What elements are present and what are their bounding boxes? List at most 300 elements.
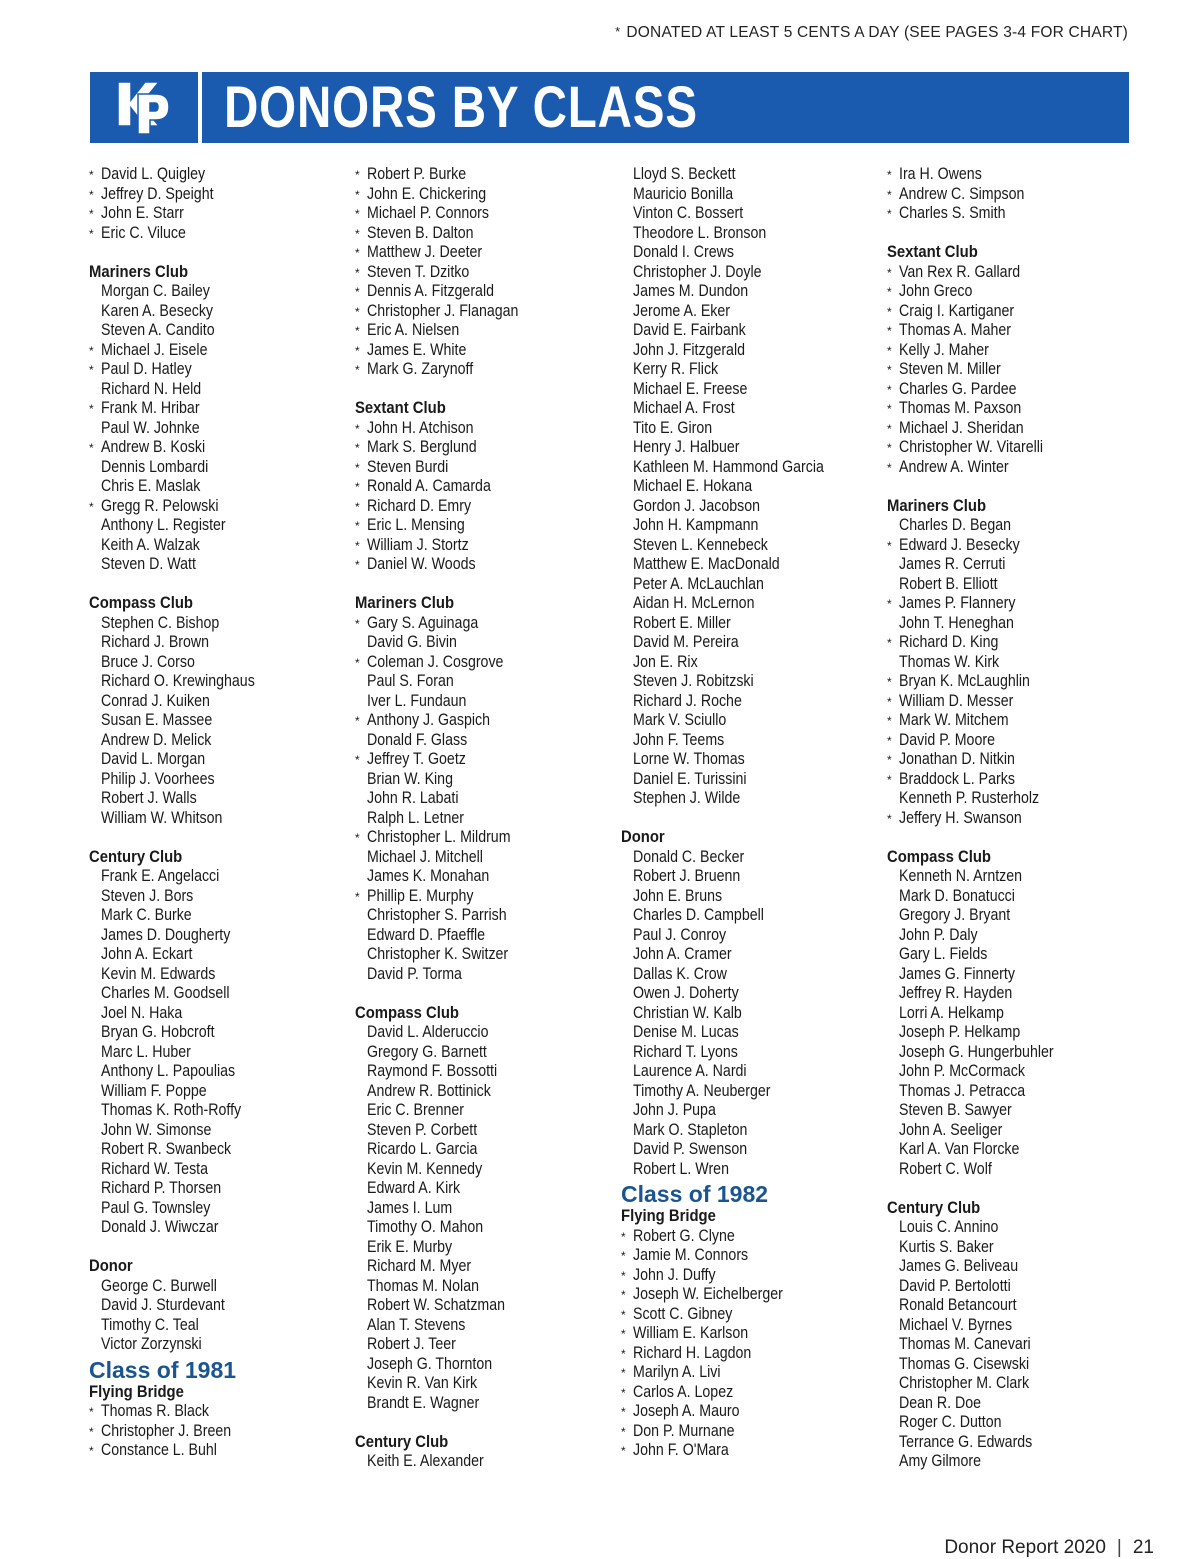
asterisk-icon: *: [887, 772, 892, 787]
club-heading: [621, 1207, 883, 1227]
donor-name: Steven T. Dzitko: [367, 262, 470, 281]
donor-entry: [89, 360, 351, 380]
donor-name: James K. Monahan: [367, 867, 490, 885]
donor-entry: [355, 1452, 617, 1472]
donor-name: Eric C. Viluce: [101, 223, 186, 242]
spacer: [355, 380, 617, 400]
club-heading: [355, 594, 617, 614]
donor-name: Peter A. McLauchlan: [633, 574, 764, 593]
donor-name: Carlos A. Lopez: [633, 1382, 734, 1401]
donor-name: Kurtis S. Baker: [899, 1237, 994, 1256]
donor-name: Christopher W. Vitarelli: [899, 438, 1044, 456]
donor-name: Gregory G. Barnett: [367, 1042, 487, 1061]
club-heading-label: Flying Bridge: [621, 1207, 716, 1225]
donor-entry: [89, 1296, 351, 1316]
donor-entry: [355, 750, 617, 770]
donor-entry: [887, 1316, 1149, 1336]
donor-entry: [89, 1121, 351, 1141]
donor-entry: [89, 750, 351, 770]
donor-entry: [89, 1023, 351, 1043]
club-heading-label: Sextant Club: [355, 399, 446, 417]
donor-entry: [621, 1285, 883, 1305]
donor-name: David G. Bivin: [367, 633, 457, 651]
donor-entry: [621, 1023, 883, 1043]
donor-entry: [621, 438, 883, 458]
donor-name: Van Rex R. Gallard: [899, 262, 1021, 281]
donor-entry: [355, 789, 617, 809]
donor-entry: [621, 263, 883, 283]
donor-entry: [887, 341, 1149, 361]
donor-name: Frank E. Angelacci: [101, 867, 220, 885]
donor-name: Timothy O. Mahon: [367, 1218, 484, 1236]
donor-name: Iver L. Fundaun: [367, 691, 467, 710]
donor-name: Conrad J. Kuiken: [101, 691, 210, 710]
donor-entry: [355, 906, 617, 926]
asterisk-icon: *: [621, 1444, 626, 1458]
donor-name: David E. Fairbank: [633, 321, 746, 339]
donor-entry: [621, 1324, 883, 1344]
donor-name: David P. Bertolotti: [899, 1276, 1011, 1295]
donor-name: Louis C. Annino: [899, 1218, 999, 1236]
donor-name: Joseph G. Hungerbuhler: [899, 1042, 1054, 1061]
donor-entry: [355, 341, 617, 361]
donor-entry: [355, 1199, 617, 1219]
donor-name: Christian W. Kalb: [633, 1003, 742, 1022]
donor-name: Dean R. Doe: [899, 1393, 982, 1412]
donor-name: John W. Simonse: [101, 1120, 212, 1139]
donor-entry: [89, 906, 351, 926]
donor-entry: [89, 887, 351, 907]
club-heading: [355, 1004, 617, 1024]
donor-name: Robert P. Burke: [367, 165, 467, 183]
donor-entry: [887, 1062, 1149, 1082]
donor-entry: [355, 1140, 617, 1160]
donor-name: Anthony L. Register: [101, 516, 226, 534]
asterisk-icon: *: [887, 304, 892, 319]
donor-entry: [887, 185, 1149, 205]
donor-name: Don P. Murnane: [633, 1421, 735, 1440]
donor-entry: [887, 809, 1149, 829]
donor-name: Andrew D. Melick: [101, 730, 212, 749]
donor-name: Robert B. Elliott: [899, 574, 998, 593]
donor-entry: [621, 926, 883, 946]
donor-entry: [621, 672, 883, 692]
donor-entry: [621, 1160, 883, 1180]
donor-name: William W. Whitson: [101, 808, 223, 827]
donor-entry: [89, 614, 351, 634]
donor-name: David L. Quigley: [101, 165, 206, 183]
donor-name: Matthew E. MacDonald: [633, 555, 780, 573]
asterisk-icon: *: [89, 207, 94, 221]
donor-entry: [355, 965, 617, 985]
asterisk-icon: *: [887, 382, 892, 397]
donor-name: Jamie M. Connors: [633, 1246, 749, 1264]
donor-name: Timothy C. Teal: [101, 1315, 199, 1334]
donor-name: Daniel E. Turissini: [633, 769, 747, 788]
donor-name: Christopher J. Breen: [101, 1421, 232, 1440]
club-heading-label: Century Club: [355, 1432, 449, 1451]
donor-entry: [621, 341, 883, 361]
donor-entry: [89, 204, 351, 224]
donor-entry: [355, 204, 617, 224]
donor-entry: [621, 653, 883, 673]
donor-name: William D. Messer: [899, 691, 1014, 710]
donor-entry: [89, 419, 351, 439]
donor-entry: [887, 1452, 1149, 1472]
asterisk-icon: *: [621, 1346, 626, 1361]
donor-name: Vinton C. Bossert: [633, 204, 744, 222]
donor-name: Ira H. Owens: [899, 165, 982, 183]
donor-entry: [887, 1433, 1149, 1453]
donor-name: Andrew B. Koski: [101, 438, 206, 456]
donor-entry: [89, 555, 351, 575]
donor-entry: [887, 1082, 1149, 1102]
donor-entry: [89, 302, 351, 322]
donor-name: James E. White: [367, 340, 467, 359]
donor-entry: [621, 1402, 883, 1422]
asterisk-icon: *: [89, 343, 94, 358]
donor-name: Charles D. Campbell: [633, 906, 764, 924]
donor-name: Robert L. Wren: [633, 1159, 729, 1178]
donor-entry: [621, 1227, 883, 1247]
donor-name: Robert J. Walls: [101, 789, 197, 807]
asterisk-icon: *: [355, 324, 360, 338]
donor-entry: [887, 1004, 1149, 1024]
asterisk-icon: *: [887, 675, 892, 689]
donor-entry: [621, 692, 883, 712]
club-heading: [887, 848, 1149, 868]
donor-entry: [89, 1082, 351, 1102]
donor-entry: [89, 1277, 351, 1297]
donor-entry: [89, 1101, 351, 1121]
donor-name: Dallas K. Crow: [633, 964, 727, 983]
donor-name: David J. Sturdevant: [101, 1296, 225, 1314]
donor-entry: [887, 672, 1149, 692]
asterisk-icon: *: [355, 655, 360, 670]
club-heading: [887, 243, 1149, 263]
donor-name: Paul J. Conroy: [633, 925, 727, 944]
donor-entry: [89, 1140, 351, 1160]
donor-name: Susan E. Massee: [101, 711, 213, 729]
donor-entry: [621, 711, 883, 731]
donor-name: Philip J. Voorhees: [101, 769, 215, 788]
donor-entry: [621, 185, 883, 205]
donor-name: Michael J. Sheridan: [899, 418, 1024, 437]
donor-name: Alan T. Stevens: [367, 1315, 466, 1334]
donor-name: Eric C. Brenner: [367, 1101, 465, 1119]
donor-name: Matthew J. Deeter: [367, 243, 483, 261]
donor-name: David P. Torma: [367, 964, 462, 983]
asterisk-icon: *: [887, 714, 892, 728]
donor-entry: [621, 965, 883, 985]
donor-name: Gregg R. Pelowski: [101, 496, 219, 515]
asterisk-icon: *: [355, 441, 360, 455]
asterisk-icon: *: [621, 1229, 626, 1244]
asterisk-icon: *: [887, 460, 892, 475]
club-heading-label: Flying Bridge: [89, 1382, 184, 1401]
donor-name: John F. Teems: [633, 730, 725, 749]
donor-entry: [887, 770, 1149, 790]
donor-entry: [89, 770, 351, 790]
donor-name: Braddock L. Parks: [899, 769, 1015, 788]
donor-name: Thomas M. Nolan: [367, 1276, 479, 1295]
donor-name: John A. Seeliger: [899, 1120, 1003, 1139]
donor-name: Bryan K. McLaughlin: [899, 672, 1030, 690]
donor-name: Bryan G. Hobcroft: [101, 1023, 215, 1041]
donor-entry: [887, 653, 1149, 673]
donor-name: Thomas K. Roth-Roffy: [101, 1101, 242, 1119]
donor-entry: [887, 419, 1149, 439]
spacer: [89, 1238, 351, 1258]
donor-name: John Greco: [899, 282, 973, 300]
club-heading: [89, 848, 351, 868]
donor-name: Scott C. Gibney: [633, 1304, 733, 1323]
donor-entry: [89, 926, 351, 946]
donor-name: Terrance G. Edwards: [899, 1432, 1033, 1451]
asterisk-icon: *: [887, 538, 892, 553]
donor-name: Robert J. Bruenn: [633, 867, 741, 885]
donor-entry: [621, 536, 883, 556]
donor-entry: [355, 282, 617, 302]
donor-entry: [355, 1277, 617, 1297]
donor-entry: [621, 1121, 883, 1141]
donor-name: Marilyn A. Livi: [633, 1363, 721, 1381]
donor-name: Michael J. Mitchell: [367, 847, 483, 866]
donor-entry: [887, 282, 1149, 302]
donor-entry: [621, 1266, 883, 1286]
donor-entry: [887, 1374, 1149, 1394]
donor-name: David L. Alderuccio: [367, 1023, 489, 1041]
donor-name: John P. Daly: [899, 925, 978, 944]
donor-name: Thomas J. Petracca: [899, 1081, 1026, 1100]
donor-name: Charles D. Began: [899, 516, 1012, 534]
donor-entry: [887, 1121, 1149, 1141]
page-title: DONORS BY CLASS: [224, 75, 698, 140]
donor-name: Richard J. Roche: [633, 691, 742, 710]
donor-entry: [355, 1316, 617, 1336]
asterisk-icon: *: [355, 343, 360, 358]
donor-name: Anthony J. Gaspich: [367, 711, 491, 729]
asterisk-icon: *: [621, 1249, 626, 1263]
donor-entry: [621, 1062, 883, 1082]
club-heading-label: Donor: [89, 1257, 133, 1275]
donor-name: Frank M. Hribar: [101, 399, 200, 417]
donor-name: Tito E. Giron: [633, 418, 713, 437]
donor-name: Keith A. Walzak: [101, 535, 200, 554]
donor-entry: [355, 1218, 617, 1238]
donor-name: Steven P. Corbett: [367, 1120, 478, 1139]
asterisk-icon: *: [355, 460, 360, 475]
donor-name: John J. Fitzgerald: [633, 340, 746, 359]
donor-entry: [621, 1305, 883, 1325]
donor-entry: [621, 594, 883, 614]
donor-name: Andrew C. Simpson: [899, 184, 1025, 203]
donor-entry: [89, 809, 351, 829]
donor-entry: [621, 984, 883, 1004]
donor-entry: [621, 282, 883, 302]
asterisk-icon: *: [621, 1405, 626, 1419]
donor-entry: [621, 380, 883, 400]
donor-entry: [887, 867, 1149, 887]
asterisk-icon: *: [887, 363, 892, 377]
donor-entry: [887, 1296, 1149, 1316]
donor-entry: [89, 321, 351, 341]
spacer: [355, 575, 617, 595]
donor-name: Jeffrey D. Speight: [101, 184, 214, 203]
donor-name: Paul D. Hatley: [101, 360, 192, 378]
donor-entry: [887, 1140, 1149, 1160]
donor-name: John J. Pupa: [633, 1101, 716, 1119]
donor-name: Kenneth N. Arntzen: [899, 867, 1023, 885]
donor-name: Kathleen M. Hammond Garcia: [633, 457, 824, 476]
donor-entry: [355, 165, 617, 185]
donor-entry: [887, 302, 1149, 322]
asterisk-icon: *: [887, 168, 892, 182]
asterisk-icon: *: [355, 207, 360, 221]
donor-entry: [89, 477, 351, 497]
donor-name: Raymond F. Bossotti: [367, 1062, 498, 1080]
donor-name: John P. McCormack: [899, 1062, 1025, 1080]
donor-entry: [621, 867, 883, 887]
donor-name: John H. Atchison: [367, 418, 474, 437]
spacer: [887, 828, 1149, 848]
asterisk-icon: *: [621, 1288, 626, 1302]
donor-name: John A. Cramer: [633, 945, 732, 963]
donor-entry: [89, 224, 351, 244]
donor-entry: [887, 321, 1149, 341]
donor-entry: [355, 1121, 617, 1141]
donor-name: Roger C. Dutton: [899, 1413, 1002, 1431]
donor-name: Richard H. Lagdon: [633, 1343, 752, 1362]
asterisk-icon: *: [887, 285, 892, 299]
donor-name: Michael E. Hokana: [633, 477, 753, 495]
donor-name: Kenneth P. Rusterholz: [899, 789, 1040, 807]
asterisk-icon: *: [887, 265, 892, 280]
donor-name: Andrew R. Bottinick: [367, 1081, 491, 1100]
asterisk-icon: *: [355, 538, 360, 553]
donor-name: Edward A. Kirk: [367, 1179, 461, 1197]
donor-name: Mark C. Burke: [101, 906, 192, 924]
donor-name: Mark D. Bonatucci: [899, 886, 1015, 905]
donor-name: Jeffrey R. Hayden: [899, 984, 1013, 1002]
donor-entry: [887, 731, 1149, 751]
donor-name: Ronald Betancourt: [899, 1296, 1017, 1314]
donor-name: Edward J. Besecky: [899, 535, 1020, 554]
donor-entry: [887, 1335, 1149, 1355]
donor-name: William J. Stortz: [367, 535, 469, 554]
donor-entry: [355, 672, 617, 692]
club-heading: [89, 263, 351, 283]
donor-name: Jerome A. Eker: [633, 301, 731, 320]
donor-entry: [887, 1238, 1149, 1258]
donor-entry: [887, 614, 1149, 634]
donor-name: Dennis A. Fitzgerald: [367, 282, 494, 300]
donor-entry: [887, 165, 1149, 185]
donor-entry: [621, 1082, 883, 1102]
donor-name: Ronald A. Camarda: [367, 477, 491, 495]
donor-entry: [89, 1199, 351, 1219]
donor-name: Richard T. Lyons: [633, 1042, 738, 1061]
asterisk-icon: *: [355, 616, 360, 631]
donor-name: Steven A. Candito: [101, 321, 215, 339]
donor-entry: [621, 204, 883, 224]
donor-name: Brandt E. Wagner: [367, 1393, 480, 1412]
donor-entry: [355, 1082, 617, 1102]
donor-entry: [621, 302, 883, 322]
donor-name: Charles G. Pardee: [899, 379, 1017, 398]
donor-name: James I. Lum: [367, 1198, 453, 1217]
donor-entry: [621, 243, 883, 263]
club-heading-label: Century Club: [887, 1198, 981, 1217]
donor-entry: [355, 711, 617, 731]
donor-name: Mark S. Berglund: [367, 438, 477, 456]
asterisk-icon: *: [355, 499, 360, 514]
donor-name: Owen J. Doherty: [633, 984, 739, 1002]
asterisk-icon: *: [355, 285, 360, 299]
donor-entry: [89, 1422, 351, 1442]
donor-name: Joel N. Haka: [101, 1003, 183, 1022]
donor-name: Andrew A. Winter: [899, 457, 1009, 476]
donor-name: Paul S. Foran: [367, 672, 454, 690]
donor-name: Kerry R. Flick: [633, 360, 719, 378]
spacer: [887, 477, 1149, 497]
donor-entry: [621, 497, 883, 517]
donor-entry: [89, 1441, 351, 1461]
donor-entry: [355, 1296, 617, 1316]
donor-name: Jeffery H. Swanson: [899, 808, 1022, 827]
donor-entry: [887, 1023, 1149, 1043]
donor-name: Richard D. Emry: [367, 496, 472, 515]
donor-entry: [887, 1355, 1149, 1375]
donor-entry: [887, 360, 1149, 380]
asterisk-icon: *: [887, 402, 892, 416]
asterisk-icon: *: [355, 831, 360, 845]
donor-name: Mark G. Zarynoff: [367, 360, 474, 378]
donor-name: Gregory J. Bryant: [899, 906, 1011, 924]
donor-name: Victor Zorzynski: [101, 1335, 202, 1353]
donor-name: David P. Swenson: [633, 1140, 748, 1158]
club-heading-label: Mariners Club: [355, 594, 455, 612]
donor-name: Christopher M. Clark: [899, 1374, 1030, 1392]
donor-column-2: [355, 165, 617, 1472]
club-heading-label: Mariners Club: [887, 496, 987, 515]
donor-entry: [887, 984, 1149, 1004]
donor-entry: [887, 1413, 1149, 1433]
asterisk-icon: *: [887, 753, 892, 767]
donor-entry: [89, 672, 351, 692]
donor-name: John J. Duffy: [633, 1265, 716, 1284]
donor-name: Robert W. Schatzman: [367, 1296, 506, 1314]
donor-name: Joseph P. Helkamp: [899, 1023, 1021, 1041]
donor-entry: [89, 692, 351, 712]
donor-name: David P. Moore: [899, 730, 995, 749]
donor-name: George C. Burwell: [101, 1276, 217, 1295]
donor-entry: [621, 1344, 883, 1364]
donor-name: John R. Labati: [367, 789, 459, 807]
donor-entry: [89, 380, 351, 400]
club-heading: [887, 1199, 1149, 1219]
donor-name: Steven J. Robitzski: [633, 672, 754, 690]
donation-note-text: DONATED AT LEAST 5 CENTS A DAY (SEE PAGES 3-4 FOR CHART): [626, 24, 1128, 41]
donor-entry: [89, 633, 351, 653]
club-heading-label: Mariners Club: [89, 262, 189, 281]
donor-entry: [355, 1238, 617, 1258]
donor-entry: [887, 1160, 1149, 1180]
donor-entry: [355, 653, 617, 673]
donor-entry: [355, 809, 617, 829]
donor-entry: [887, 594, 1149, 614]
donor-entry: [355, 458, 617, 478]
